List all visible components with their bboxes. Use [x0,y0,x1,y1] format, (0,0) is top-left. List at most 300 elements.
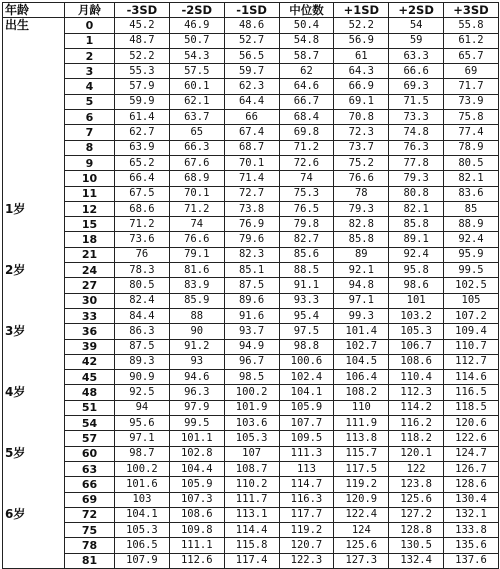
table-row [3,492,499,507]
minus-3sd-cell: 97.1 [115,431,170,446]
plus-3sd-cell: 126.7 [444,461,499,476]
plus-2sd-cell: 123.8 [389,477,444,492]
month-cell: 66 [65,477,115,492]
median-cell: 102.4 [279,370,334,385]
minus-2sd-cell: 107.3 [169,492,224,507]
minus-3sd-cell: 61.4 [115,110,170,125]
minus-2sd-cell: 46.9 [169,18,224,33]
minus-2sd-cell: 57.5 [169,64,224,79]
plus-1sd-cell: 79.3 [334,201,389,216]
plus-1sd-cell: 115.7 [334,446,389,461]
minus-1sd-cell: 48.6 [224,18,279,33]
minus-2sd-cell: 99.5 [169,416,224,431]
month-cell: 60 [65,446,115,461]
plus-3sd-cell: 88.9 [444,217,499,232]
minus-2sd-cell: 76.6 [169,232,224,247]
age-cell [3,370,65,385]
median-cell: 76.5 [279,201,334,216]
age-cell [3,477,65,492]
minus-2sd-cell: 71.2 [169,201,224,216]
median-cell: 119.2 [279,523,334,538]
minus-1sd-cell: 98.5 [224,370,279,385]
age-cell [3,278,65,293]
plus-2sd-cell: 122 [389,461,444,476]
table-row [3,155,499,170]
header-plus-3sd: +3SD [444,3,499,18]
minus-1sd-cell: 66 [224,110,279,125]
median-cell: 95.4 [279,308,334,323]
plus-3sd-cell: 116.5 [444,385,499,400]
header-row [3,3,499,18]
minus-1sd-cell: 85.1 [224,263,279,278]
minus-3sd-cell: 104.1 [115,507,170,522]
plus-3sd-cell: 118.5 [444,400,499,415]
minus-1sd-cell: 94.9 [224,339,279,354]
age-cell [3,155,65,170]
minus-3sd-cell: 65.2 [115,155,170,170]
plus-2sd-cell: 54 [389,18,444,33]
header-minus-1sd: -1SD [224,3,279,18]
minus-2sd-cell: 54.3 [169,48,224,63]
plus-1sd-cell: 108.2 [334,385,389,400]
table-row [3,523,499,538]
plus-3sd-cell: 92.4 [444,232,499,247]
month-cell: 81 [65,553,115,568]
table-row [3,339,499,354]
minus-3sd-cell: 89.3 [115,354,170,369]
month-cell: 2 [65,48,115,63]
median-cell: 107.7 [279,416,334,431]
plus-3sd-cell: 78.9 [444,140,499,155]
table-row [3,553,499,568]
minus-2sd-cell: 105.9 [169,477,224,492]
minus-1sd-cell: 82.3 [224,247,279,262]
age-cell: 5岁 [3,446,65,461]
plus-3sd-cell: 82.1 [444,171,499,186]
median-cell: 74 [279,171,334,186]
table-row [3,33,499,48]
age-cell [3,232,65,247]
median-cell: 104.1 [279,385,334,400]
minus-3sd-cell: 63.9 [115,140,170,155]
minus-2sd-cell: 68.9 [169,171,224,186]
minus-1sd-cell: 115.8 [224,538,279,553]
plus-1sd-cell: 101.4 [334,324,389,339]
plus-3sd-cell: 112.7 [444,354,499,369]
month-cell: 12 [65,201,115,216]
month-cell: 51 [65,400,115,415]
plus-1sd-cell: 72.3 [334,125,389,140]
plus-1sd-cell: 69.1 [334,94,389,109]
plus-2sd-cell: 76.3 [389,140,444,155]
minus-1sd-cell: 70.1 [224,155,279,170]
minus-1sd-cell: 71.4 [224,171,279,186]
minus-3sd-cell: 45.2 [115,18,170,33]
median-cell: 58.7 [279,48,334,63]
minus-2sd-cell: 74 [169,217,224,232]
table-row [3,79,499,94]
age-cell [3,140,65,155]
plus-3sd-cell: 122.6 [444,431,499,446]
plus-1sd-cell: 82.8 [334,217,389,232]
plus-3sd-cell: 109.4 [444,324,499,339]
minus-2sd-cell: 102.8 [169,446,224,461]
minus-2sd-cell: 93 [169,354,224,369]
plus-2sd-cell: 59 [389,33,444,48]
minus-2sd-cell: 60.1 [169,79,224,94]
minus-2sd-cell: 50.7 [169,33,224,48]
header-plus-1sd: +1SD [334,3,389,18]
header-median: 中位数 [279,3,334,18]
median-cell: 117.7 [279,507,334,522]
plus-3sd-cell: 130.4 [444,492,499,507]
height-standard-table [2,2,499,569]
age-cell [3,171,65,186]
median-cell: 116.3 [279,492,334,507]
header-plus-2sd: +2SD [389,3,444,18]
minus-1sd-cell: 73.8 [224,201,279,216]
plus-1sd-cell: 99.3 [334,308,389,323]
age-cell [3,461,65,476]
age-cell: 4岁 [3,385,65,400]
month-cell: 45 [65,370,115,385]
age-cell [3,293,65,308]
plus-2sd-cell: 116.2 [389,416,444,431]
minus-1sd-cell: 68.7 [224,140,279,155]
plus-3sd-cell: 135.6 [444,538,499,553]
minus-2sd-cell: 111.1 [169,538,224,553]
minus-1sd-cell: 64.4 [224,94,279,109]
age-cell [3,217,65,232]
plus-1sd-cell: 120.9 [334,492,389,507]
minus-2sd-cell: 109.8 [169,523,224,538]
minus-3sd-cell: 101.6 [115,477,170,492]
minus-3sd-cell: 71.2 [115,217,170,232]
minus-2sd-cell: 96.3 [169,385,224,400]
minus-1sd-cell: 72.7 [224,186,279,201]
month-cell: 10 [65,171,115,186]
minus-3sd-cell: 90.9 [115,370,170,385]
minus-2sd-cell: 88 [169,308,224,323]
plus-2sd-cell: 112.3 [389,385,444,400]
plus-2sd-cell: 92.4 [389,247,444,262]
median-cell: 69.8 [279,125,334,140]
plus-3sd-cell: 107.2 [444,308,499,323]
plus-2sd-cell: 79.3 [389,171,444,186]
age-cell [3,247,65,262]
median-cell: 82.7 [279,232,334,247]
table-row [3,461,499,476]
plus-2sd-cell: 132.4 [389,553,444,568]
plus-2sd-cell: 120.1 [389,446,444,461]
age-cell: 2岁 [3,263,65,278]
plus-2sd-cell: 106.7 [389,339,444,354]
minus-3sd-cell: 86.3 [115,324,170,339]
plus-1sd-cell: 104.5 [334,354,389,369]
median-cell: 120.7 [279,538,334,553]
plus-2sd-cell: 73.3 [389,110,444,125]
plus-3sd-cell: 114.6 [444,370,499,385]
minus-3sd-cell: 48.7 [115,33,170,48]
minus-1sd-cell: 117.4 [224,553,279,568]
minus-3sd-cell: 82.4 [115,293,170,308]
growth-standard-sheet [2,2,498,569]
table-row [3,385,499,400]
minus-3sd-cell: 106.5 [115,538,170,553]
minus-1sd-cell: 56.5 [224,48,279,63]
age-cell [3,186,65,201]
table-row [3,247,499,262]
table-row [3,110,499,125]
month-cell: 4 [65,79,115,94]
plus-1sd-cell: 66.9 [334,79,389,94]
month-cell: 42 [65,354,115,369]
median-cell: 97.5 [279,324,334,339]
median-cell: 93.3 [279,293,334,308]
age-cell [3,125,65,140]
plus-1sd-cell: 111.9 [334,416,389,431]
median-cell: 66.7 [279,94,334,109]
table-row [3,477,499,492]
plus-3sd-cell: 55.8 [444,18,499,33]
minus-2sd-cell: 70.1 [169,186,224,201]
table-row [3,446,499,461]
minus-1sd-cell: 105.3 [224,431,279,446]
month-cell: 7 [65,125,115,140]
month-cell: 36 [65,324,115,339]
minus-3sd-cell: 67.5 [115,186,170,201]
header-month: 月龄 [65,3,115,18]
month-cell: 63 [65,461,115,476]
median-cell: 79.8 [279,217,334,232]
table-row [3,232,499,247]
minus-1sd-cell: 103.6 [224,416,279,431]
age-cell [3,110,65,125]
table-row [3,125,499,140]
minus-2sd-cell: 67.6 [169,155,224,170]
minus-1sd-cell: 101.9 [224,400,279,415]
plus-2sd-cell: 103.2 [389,308,444,323]
month-cell: 5 [65,94,115,109]
plus-1sd-cell: 85.8 [334,232,389,247]
table-row [3,140,499,155]
minus-3sd-cell: 84.4 [115,308,170,323]
minus-1sd-cell: 67.4 [224,125,279,140]
minus-1sd-cell: 108.7 [224,461,279,476]
age-cell [3,94,65,109]
plus-1sd-cell: 56.9 [334,33,389,48]
plus-1sd-cell: 94.8 [334,278,389,293]
minus-3sd-cell: 87.5 [115,339,170,354]
table-row [3,308,499,323]
plus-1sd-cell: 89 [334,247,389,262]
table-row [3,416,499,431]
plus-1sd-cell: 92.1 [334,263,389,278]
plus-1sd-cell: 122.4 [334,507,389,522]
header-age: 年龄 [3,3,65,18]
plus-2sd-cell: 125.6 [389,492,444,507]
minus-2sd-cell: 62.1 [169,94,224,109]
minus-1sd-cell: 59.7 [224,64,279,79]
table-body [3,18,499,569]
plus-1sd-cell: 124 [334,523,389,538]
table-row [3,354,499,369]
plus-2sd-cell: 110.4 [389,370,444,385]
minus-2sd-cell: 66.3 [169,140,224,155]
plus-1sd-cell: 127.3 [334,553,389,568]
month-cell: 48 [65,385,115,400]
median-cell: 68.4 [279,110,334,125]
plus-2sd-cell: 101 [389,293,444,308]
plus-2sd-cell: 71.5 [389,94,444,109]
month-cell: 24 [65,263,115,278]
minus-2sd-cell: 101.1 [169,431,224,446]
table-row [3,186,499,201]
minus-2sd-cell: 112.6 [169,553,224,568]
header-minus-2sd: -2SD [169,3,224,18]
table-row [3,18,499,33]
month-cell: 21 [65,247,115,262]
median-cell: 114.7 [279,477,334,492]
age-cell [3,48,65,63]
median-cell: 62 [279,64,334,79]
median-cell: 109.5 [279,431,334,446]
table-row [3,201,499,216]
minus-3sd-cell: 92.5 [115,385,170,400]
minus-1sd-cell: 107 [224,446,279,461]
plus-3sd-cell: 75.8 [444,110,499,125]
plus-2sd-cell: 85.8 [389,217,444,232]
plus-3sd-cell: 128.6 [444,477,499,492]
plus-1sd-cell: 113.8 [334,431,389,446]
month-cell: 6 [65,110,115,125]
table-row [3,431,499,446]
plus-1sd-cell: 97.1 [334,293,389,308]
month-cell: 72 [65,507,115,522]
median-cell: 100.6 [279,354,334,369]
minus-2sd-cell: 90 [169,324,224,339]
median-cell: 105.9 [279,400,334,415]
plus-3sd-cell: 77.4 [444,125,499,140]
age-cell [3,492,65,507]
minus-2sd-cell: 81.6 [169,263,224,278]
minus-3sd-cell: 62.7 [115,125,170,140]
age-cell [3,64,65,79]
plus-2sd-cell: 114.2 [389,400,444,415]
plus-2sd-cell: 108.6 [389,354,444,369]
plus-3sd-cell: 61.2 [444,33,499,48]
plus-3sd-cell: 73.9 [444,94,499,109]
age-cell: 6岁 [3,507,65,522]
plus-3sd-cell: 102.5 [444,278,499,293]
table-row [3,507,499,522]
median-cell: 50.4 [279,18,334,33]
median-cell: 98.8 [279,339,334,354]
month-cell: 30 [65,293,115,308]
plus-3sd-cell: 132.1 [444,507,499,522]
age-cell [3,308,65,323]
table-row [3,278,499,293]
age-cell [3,400,65,415]
age-cell [3,538,65,553]
month-cell: 27 [65,278,115,293]
age-cell [3,79,65,94]
plus-1sd-cell: 125.6 [334,538,389,553]
month-cell: 54 [65,416,115,431]
plus-3sd-cell: 80.5 [444,155,499,170]
plus-3sd-cell: 105 [444,293,499,308]
table-row [3,263,499,278]
minus-3sd-cell: 66.4 [115,171,170,186]
month-cell: 3 [65,64,115,79]
minus-2sd-cell: 104.4 [169,461,224,476]
month-cell: 8 [65,140,115,155]
plus-2sd-cell: 95.8 [389,263,444,278]
plus-2sd-cell: 105.3 [389,324,444,339]
plus-3sd-cell: 65.7 [444,48,499,63]
minus-3sd-cell: 76 [115,247,170,262]
plus-1sd-cell: 52.2 [334,18,389,33]
minus-1sd-cell: 52.7 [224,33,279,48]
minus-2sd-cell: 63.7 [169,110,224,125]
plus-2sd-cell: 69.3 [389,79,444,94]
minus-3sd-cell: 55.3 [115,64,170,79]
median-cell: 113 [279,461,334,476]
month-cell: 1 [65,33,115,48]
minus-1sd-cell: 76.9 [224,217,279,232]
median-cell: 91.1 [279,278,334,293]
minus-1sd-cell: 113.1 [224,507,279,522]
minus-3sd-cell: 80.5 [115,278,170,293]
minus-1sd-cell: 110.2 [224,477,279,492]
median-cell: 111.3 [279,446,334,461]
plus-2sd-cell: 80.8 [389,186,444,201]
month-cell: 18 [65,232,115,247]
plus-1sd-cell: 106.4 [334,370,389,385]
plus-2sd-cell: 77.8 [389,155,444,170]
age-cell [3,339,65,354]
table-row [3,293,499,308]
median-cell: 75.3 [279,186,334,201]
minus-2sd-cell: 94.6 [169,370,224,385]
table-row [3,324,499,339]
age-cell [3,523,65,538]
plus-3sd-cell: 99.5 [444,263,499,278]
plus-1sd-cell: 102.7 [334,339,389,354]
minus-3sd-cell: 98.7 [115,446,170,461]
plus-3sd-cell: 133.8 [444,523,499,538]
minus-3sd-cell: 59.9 [115,94,170,109]
plus-2sd-cell: 63.3 [389,48,444,63]
month-cell: 11 [65,186,115,201]
table-row [3,94,499,109]
minus-3sd-cell: 100.2 [115,461,170,476]
plus-2sd-cell: 89.1 [389,232,444,247]
age-cell [3,354,65,369]
age-cell [3,431,65,446]
minus-2sd-cell: 97.9 [169,400,224,415]
minus-1sd-cell: 62.3 [224,79,279,94]
minus-3sd-cell: 78.3 [115,263,170,278]
month-cell: 15 [65,217,115,232]
plus-1sd-cell: 73.7 [334,140,389,155]
plus-1sd-cell: 76.6 [334,171,389,186]
plus-1sd-cell: 75.2 [334,155,389,170]
minus-1sd-cell: 89.6 [224,293,279,308]
median-cell: 64.6 [279,79,334,94]
month-cell: 69 [65,492,115,507]
age-cell: 1岁 [3,201,65,216]
